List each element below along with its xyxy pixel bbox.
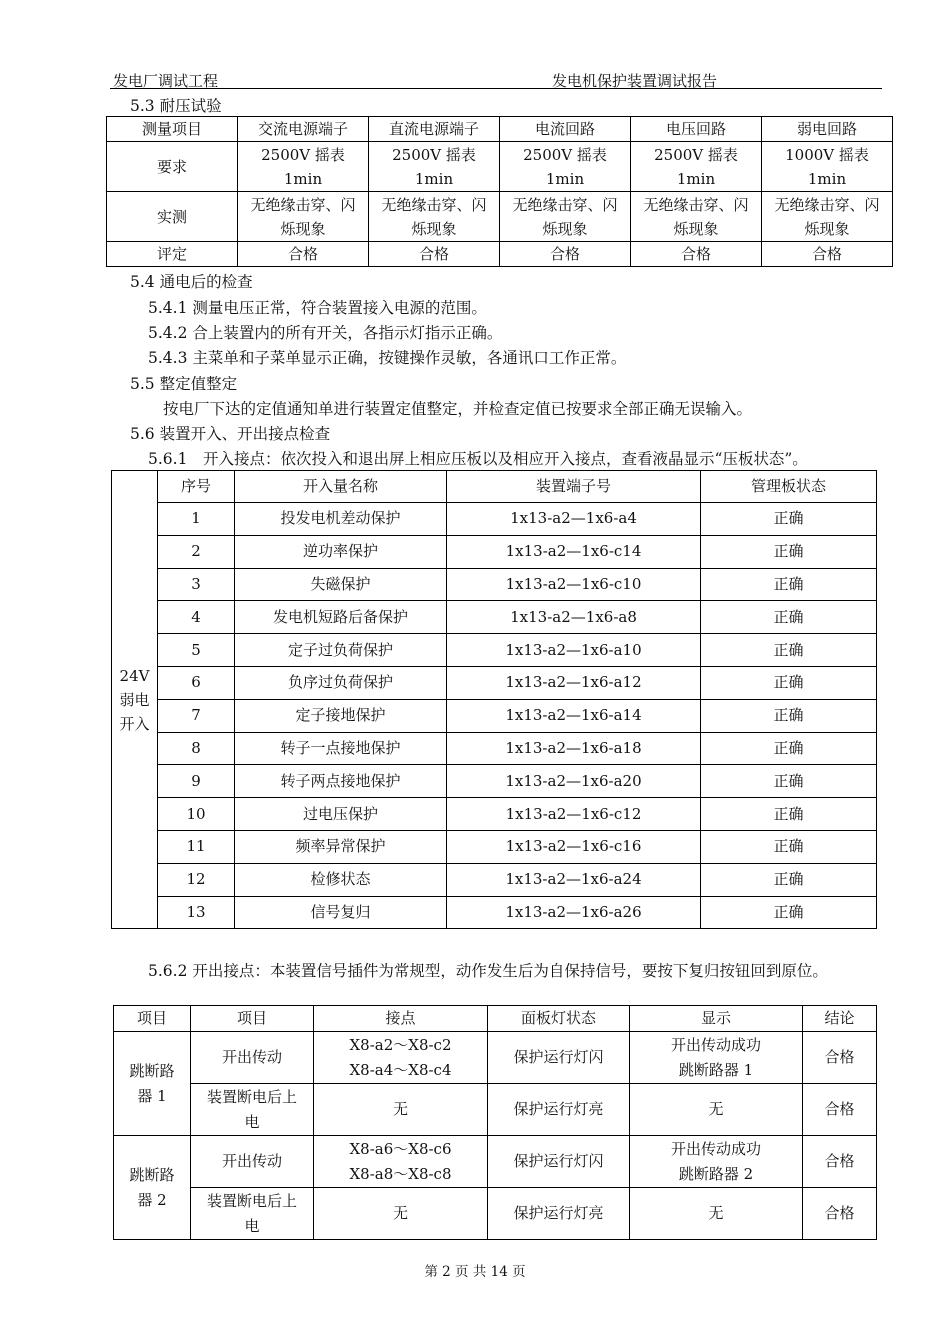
table-cell: 投发电机差动保护 [235, 503, 447, 536]
measured-row [107, 192, 893, 242]
table-row [112, 666, 877, 699]
table-cell: 保护运行灯闪 [488, 1136, 630, 1188]
table-cell: 开出传动成功 跳断路器 2 [630, 1136, 803, 1188]
table-cell: 合格 [369, 242, 500, 267]
table-cell: 1x13-a2—1x6-a20 [447, 765, 701, 798]
table-cell: 正确 [701, 863, 877, 896]
table-cell: 无 [630, 1188, 803, 1240]
table-row [112, 896, 877, 929]
row-label: 实测 [107, 192, 238, 242]
table-row [112, 568, 877, 601]
header-cell: 电压回路 [631, 117, 762, 142]
table-cell: 合格 [762, 242, 893, 267]
header-cell: 交流电源端子 [238, 117, 369, 142]
table-row [112, 798, 877, 831]
table-cell: 1000V 摇表 1min [762, 142, 893, 192]
withstand-test-table [106, 116, 893, 267]
evaluation-row [107, 242, 893, 267]
table-cell: 1x13-a2—1x6-a10 [447, 634, 701, 667]
table-cell: 13 [158, 896, 235, 929]
table-cell: 定子接地保护 [235, 699, 447, 732]
header-cell: 电流回路 [500, 117, 631, 142]
table-cell: 装置断电后上 电 [191, 1084, 314, 1136]
table-header-row [114, 1006, 877, 1032]
table-cell: 12 [158, 863, 235, 896]
table-cell: 无 [314, 1188, 488, 1240]
header-cell: 结论 [803, 1006, 877, 1032]
table-row [112, 699, 877, 732]
table-cell: 1x13-a2—1x6-a4 [447, 503, 701, 536]
table-cell: 保护运行灯闪 [488, 1032, 630, 1084]
header-cell: 直流电源端子 [369, 117, 500, 142]
table-cell: 检修状态 [235, 863, 447, 896]
table-cell: 合格 [631, 242, 762, 267]
table-cell: 1x13-a2—1x6-a18 [447, 732, 701, 765]
header-cell: 项目 [191, 1006, 314, 1032]
table-cell: 7 [158, 699, 235, 732]
table-cell: 2500V 摇表 1min [238, 142, 369, 192]
table-cell: X8-a2～X8-c2 X8-a4～X8-c4 [314, 1032, 488, 1084]
section-5-4-title: 5.4 通电后的检查 [130, 273, 253, 291]
table-cell: 无 [314, 1084, 488, 1136]
header-cell: 测量项目 [107, 117, 238, 142]
table-cell: 开出传动成功 跳断路器 1 [630, 1032, 803, 1084]
header-cell: 面板灯状态 [488, 1006, 630, 1032]
table-cell: 正确 [701, 699, 877, 732]
paragraph: 5.4.1 测量电压正常，符合装置接入电源的范围。 [148, 299, 487, 317]
table-cell: X8-a6～X8-c6 X8-a8～X8-c8 [314, 1136, 488, 1188]
table-row [112, 765, 877, 798]
table-cell: 频率异常保护 [235, 830, 447, 863]
table-cell: 无绝缘击穿、闪 烁现象 [631, 192, 762, 242]
table-cell: 负序过负荷保护 [235, 666, 447, 699]
table-cell: 1x13-a2—1x6-a8 [447, 601, 701, 634]
table-cell: 2500V 摇表 1min [631, 142, 762, 192]
table-row [114, 1032, 877, 1084]
group-label: 跳断路 器 1 [114, 1032, 191, 1136]
table-cell: 6 [158, 666, 235, 699]
table-cell: 合格 [803, 1032, 877, 1084]
table-cell: 定子过负荷保护 [235, 634, 447, 667]
table-row [112, 732, 877, 765]
input-contacts-table [111, 470, 877, 929]
table-cell: 合格 [238, 242, 369, 267]
header-cell: 装置端子号 [447, 471, 701, 503]
table-cell: 1x13-a2—1x6-a24 [447, 863, 701, 896]
table-cell: 合格 [803, 1188, 877, 1240]
table-cell: 无绝缘击穿、闪 烁现象 [762, 192, 893, 242]
table-row [112, 634, 877, 667]
table-cell: 正确 [701, 503, 877, 536]
table-cell: 发电机短路后备保护 [235, 601, 447, 634]
table-cell: 保护运行灯亮 [488, 1188, 630, 1240]
table-cell: 1x13-a2—1x6-c12 [447, 798, 701, 831]
group-label: 跳断路 器 2 [114, 1136, 191, 1240]
table-cell: 11 [158, 830, 235, 863]
table-cell: 过电压保护 [235, 798, 447, 831]
table-row [114, 1188, 877, 1240]
table-cell: 2 [158, 535, 235, 568]
table-cell: 正确 [701, 765, 877, 798]
table-row [114, 1136, 877, 1188]
paragraph: 5.6.1 开入接点：依次投入和退出屏上相应压板以及相应开入接点，查看液晶显示“压板状态”。 [148, 450, 808, 468]
table-cell: 开出传动 [191, 1032, 314, 1084]
section-5-3-title: 5.3 耐压试验 [130, 97, 222, 115]
table-cell: 正确 [701, 535, 877, 568]
table-row [112, 601, 877, 634]
page-footer: 第 2 页 共 14 页 [424, 1264, 526, 1280]
table-cell: 逆功率保护 [235, 535, 447, 568]
header-rule [110, 88, 882, 89]
table-cell: 失磁保护 [235, 568, 447, 601]
table-cell: 10 [158, 798, 235, 831]
row-label: 评定 [107, 242, 238, 267]
table-cell: 2500V 摇表 1min [500, 142, 631, 192]
table-cell: 无 [630, 1084, 803, 1136]
table-cell: 无绝缘击穿、闪 烁现象 [500, 192, 631, 242]
header-cell: 序号 [158, 471, 235, 503]
table-cell: 2500V 摇表 1min [369, 142, 500, 192]
table-cell: 无绝缘击穿、闪 烁现象 [238, 192, 369, 242]
table-cell: 合格 [500, 242, 631, 267]
table-header-row [107, 117, 893, 142]
output-contacts-table [113, 1005, 877, 1240]
table-cell: 开出传动 [191, 1136, 314, 1188]
table-cell: 正确 [701, 896, 877, 929]
table-cell: 正确 [701, 798, 877, 831]
header-cell: 项目 [114, 1006, 191, 1032]
table-header-row [112, 471, 877, 503]
table-cell: 无绝缘击穿、闪 烁现象 [369, 192, 500, 242]
table-cell: 合格 [803, 1136, 877, 1188]
table-cell: 1x13-a2—1x6-a14 [447, 699, 701, 732]
header-cell: 显示 [630, 1006, 803, 1032]
table-cell: 正确 [701, 666, 877, 699]
table-cell: 1x13-a2—1x6-a12 [447, 666, 701, 699]
group-label: 24V 弱电 开入 [112, 471, 158, 929]
table-row [112, 503, 877, 536]
table-cell: 正确 [701, 634, 877, 667]
table-cell: 5 [158, 634, 235, 667]
table-cell: 正确 [701, 601, 877, 634]
table-cell: 正确 [701, 732, 877, 765]
section-5-5-title: 5.5 整定值整定 [130, 375, 238, 393]
row-label: 要求 [107, 142, 238, 192]
paragraph: 5.6.2 开出接点：本装置信号插件为常规型，动作发生后为自保持信号，要按下复归按钮回到原位。 [148, 962, 828, 980]
table-row [112, 830, 877, 863]
header-cell: 接点 [314, 1006, 488, 1032]
table-cell: 1x13-a2—1x6-c14 [447, 535, 701, 568]
header-right: 发电机保护装置调试报告 [552, 72, 718, 90]
table-cell: 1x13-a2—1x6-c16 [447, 830, 701, 863]
table-cell: 1 [158, 503, 235, 536]
table-cell: 9 [158, 765, 235, 798]
table-cell: 合格 [803, 1084, 877, 1136]
table-cell: 正确 [701, 568, 877, 601]
table-cell: 4 [158, 601, 235, 634]
table-cell: 8 [158, 732, 235, 765]
table-cell: 信号复归 [235, 896, 447, 929]
table-row [114, 1084, 877, 1136]
header-cell: 开入量名称 [235, 471, 447, 503]
header-cell: 弱电回路 [762, 117, 893, 142]
header-cell: 管理板状态 [701, 471, 877, 503]
table-cell: 保护运行灯亮 [488, 1084, 630, 1136]
table-cell: 1x13-a2—1x6-c10 [447, 568, 701, 601]
table-row [112, 863, 877, 896]
table-cell: 转子两点接地保护 [235, 765, 447, 798]
table-cell: 正确 [701, 830, 877, 863]
paragraph: 5.4.2 合上装置内的所有开关，各指示灯指示正确。 [148, 324, 503, 342]
table-cell: 3 [158, 568, 235, 601]
table-row [112, 535, 877, 568]
table-cell: 1x13-a2—1x6-a26 [447, 896, 701, 929]
table-cell: 装置断电后上 电 [191, 1188, 314, 1240]
requirement-row [107, 142, 893, 192]
paragraph: 5.4.3 主菜单和子菜单显示正确，按键操作灵敏，各通讯口工作正常。 [148, 349, 627, 367]
section-5-6-title: 5.6 装置开入、开出接点检查 [130, 425, 331, 443]
header-left: 发电厂调试工程 [113, 72, 219, 90]
paragraph: 按电厂下达的定值通知单进行装置定值整定，并检查定值已按要求全部正确无误输入。 [163, 400, 753, 418]
table-cell: 转子一点接地保护 [235, 732, 447, 765]
